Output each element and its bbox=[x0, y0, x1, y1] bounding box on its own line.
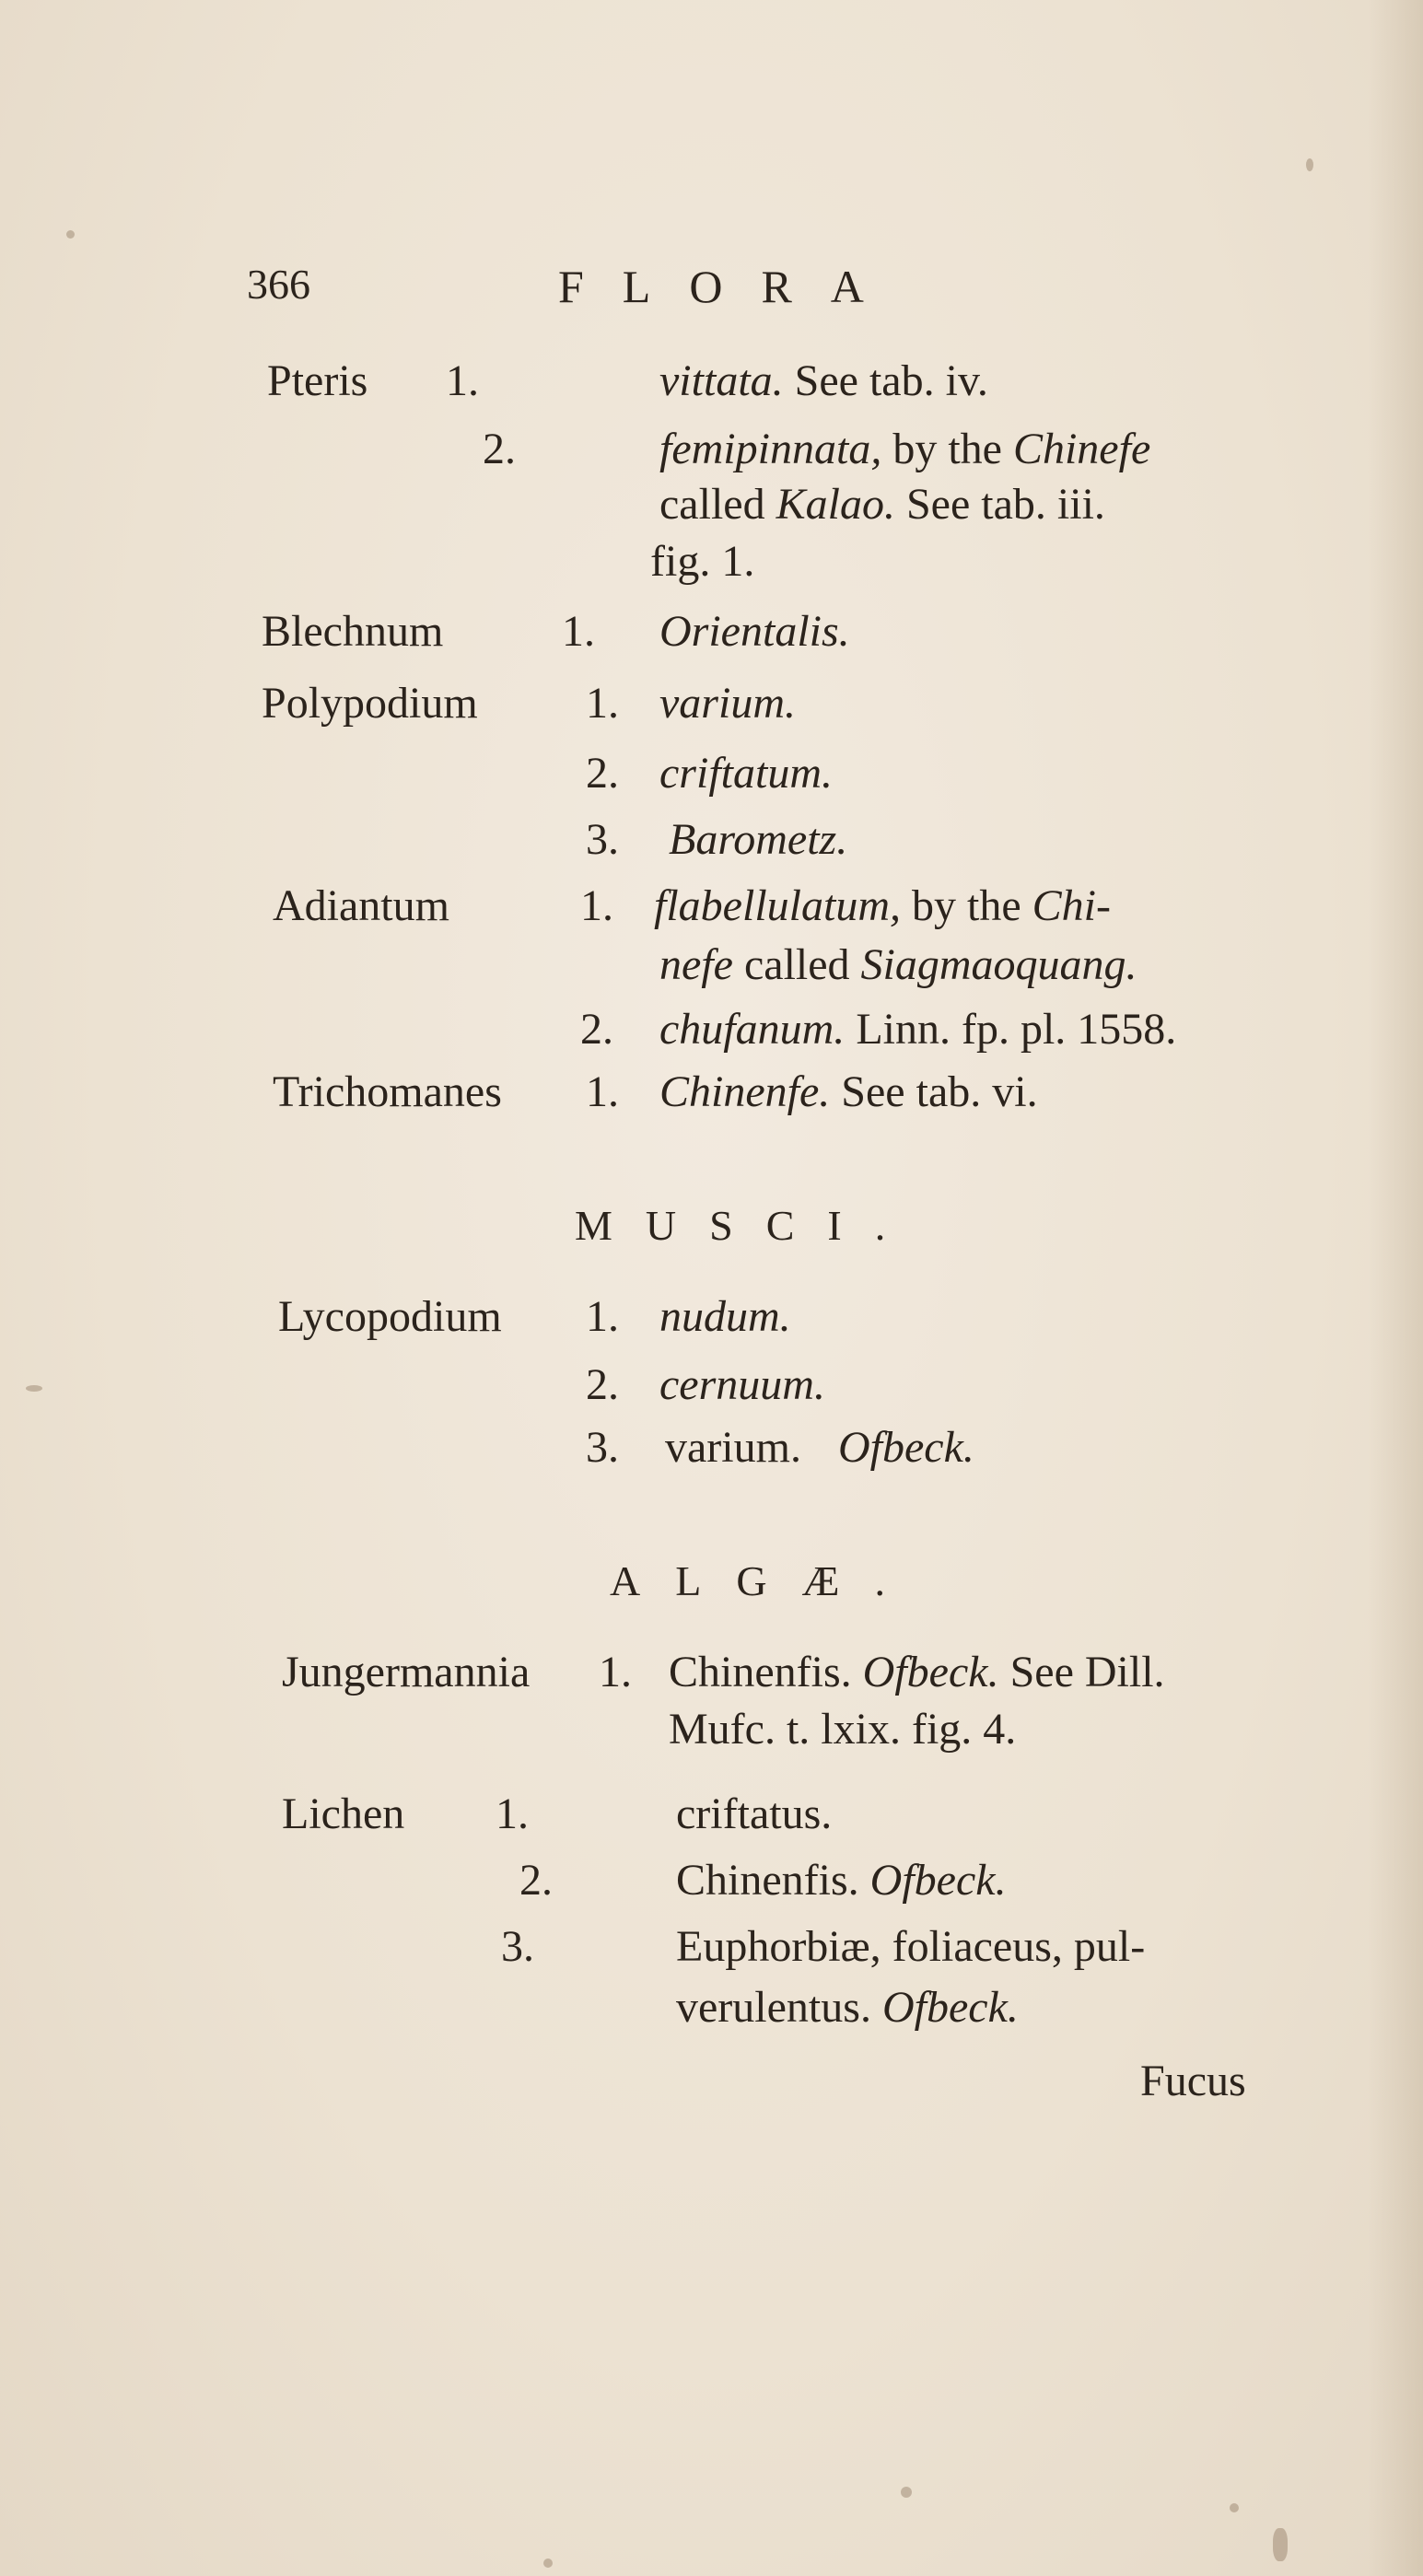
species-number: 1. bbox=[446, 356, 479, 405]
continuation-italic: nefe bbox=[659, 940, 733, 989]
species-name: Barometz. bbox=[669, 815, 848, 864]
paper-speck bbox=[1230, 2503, 1239, 2512]
species-name: vittata. bbox=[659, 356, 784, 405]
species-number: 3. bbox=[586, 815, 619, 864]
species-name: flabellulatum, bbox=[654, 881, 901, 930]
species-name: Chinenfe. bbox=[659, 1067, 831, 1116]
paper-speck bbox=[1273, 2528, 1288, 2561]
species-note-italic: Chinefe bbox=[1012, 425, 1151, 473]
page-header bbox=[247, 260, 1168, 333]
species-note: See tab. iv. bbox=[783, 356, 988, 405]
species-number: 2. bbox=[586, 1360, 619, 1409]
paper-speck bbox=[543, 2559, 553, 2568]
species-name: chufanum. bbox=[659, 1005, 846, 1054]
catchword: Fucus bbox=[1140, 2057, 1246, 2105]
continuation-text: called bbox=[659, 480, 776, 529]
section-heading-text: ALGÆ. bbox=[610, 1557, 920, 1604]
running-title: FLORA bbox=[558, 261, 903, 312]
genus-name: Lycopodium bbox=[278, 1292, 502, 1341]
species-note-italic: Chi- bbox=[1032, 881, 1111, 930]
species-number: 3. bbox=[501, 1922, 534, 1971]
species-number: 1. bbox=[580, 881, 613, 930]
species-name: nudum. bbox=[659, 1292, 791, 1341]
species-note: Linn. fp. pl. 1558. bbox=[845, 1005, 1177, 1054]
paper-speck bbox=[1306, 158, 1313, 171]
species-name: Orientalis. bbox=[659, 607, 850, 656]
continuation-text: verulentus. bbox=[676, 1983, 882, 2032]
species-number: 1. bbox=[496, 1789, 529, 1838]
genus-name: Pteris bbox=[267, 356, 368, 405]
species-name: femipinnata, bbox=[659, 425, 882, 473]
species-name: Chinenfis. bbox=[676, 1856, 859, 1905]
species-name: criftatum. bbox=[659, 749, 833, 798]
species-number: 2. bbox=[483, 425, 516, 473]
continuation-text: called bbox=[732, 940, 861, 989]
continuation-text: Mufc. t. lxix. fig. 4. bbox=[669, 1705, 1017, 1754]
genus-name: Lichen bbox=[282, 1789, 405, 1838]
species-number: 1. bbox=[586, 679, 619, 728]
species-note: by the bbox=[881, 425, 1013, 473]
species-number: 3. bbox=[586, 1423, 619, 1472]
genus-name: Blechnum bbox=[262, 607, 444, 656]
continuation-text: See tab. iii. bbox=[894, 480, 1105, 529]
paper-speck bbox=[26, 1385, 42, 1392]
section-heading-musci bbox=[575, 1201, 1219, 1250]
species-note: See tab. vi. bbox=[830, 1067, 1038, 1116]
genus-name: Polypodium bbox=[262, 679, 478, 728]
continuation-italic: Siagmaoquang. bbox=[860, 940, 1137, 989]
authority-name: Ofbeck. bbox=[862, 1648, 999, 1696]
species-number: 1. bbox=[599, 1648, 632, 1696]
species-name: cernuum. bbox=[659, 1360, 825, 1409]
species-number: 2. bbox=[580, 1005, 613, 1054]
species-name: varium. bbox=[665, 1423, 801, 1472]
species-name: Chinenfis. bbox=[669, 1648, 852, 1696]
genus-name: Jungermannia bbox=[282, 1648, 531, 1696]
continuation-italic: Kalao. bbox=[776, 480, 895, 529]
species-number: 1. bbox=[586, 1067, 619, 1116]
species-number: 1. bbox=[562, 607, 595, 656]
species-number: 2. bbox=[586, 749, 619, 798]
species-name: criftatus. bbox=[676, 1789, 833, 1838]
authority-name: Ofbeck. bbox=[869, 1856, 1007, 1905]
paper-speck bbox=[66, 230, 75, 239]
authority-name: Ofbeck. bbox=[837, 1423, 974, 1472]
genus-name: Adiantum bbox=[273, 881, 449, 930]
species-number: 1. bbox=[586, 1292, 619, 1341]
section-heading-text: MUSCI. bbox=[575, 1202, 919, 1249]
species-note: See Dill. bbox=[998, 1648, 1165, 1696]
continuation-text: fig. 1. bbox=[650, 537, 755, 586]
section-heading-algae bbox=[610, 1556, 1070, 1605]
species-name: varium. bbox=[659, 679, 796, 728]
page-number: 366 bbox=[247, 261, 310, 308]
paper-speck bbox=[901, 2487, 912, 2498]
page-edge-shadow bbox=[1368, 0, 1423, 2576]
species-note: by the bbox=[900, 881, 1032, 930]
authority-name: Ofbeck. bbox=[881, 1983, 1019, 2032]
species-number: 2. bbox=[519, 1856, 553, 1905]
species-name: Euphorbiæ, foliaceus, pul- bbox=[676, 1922, 1146, 1971]
genus-name: Trichomanes bbox=[273, 1067, 502, 1116]
